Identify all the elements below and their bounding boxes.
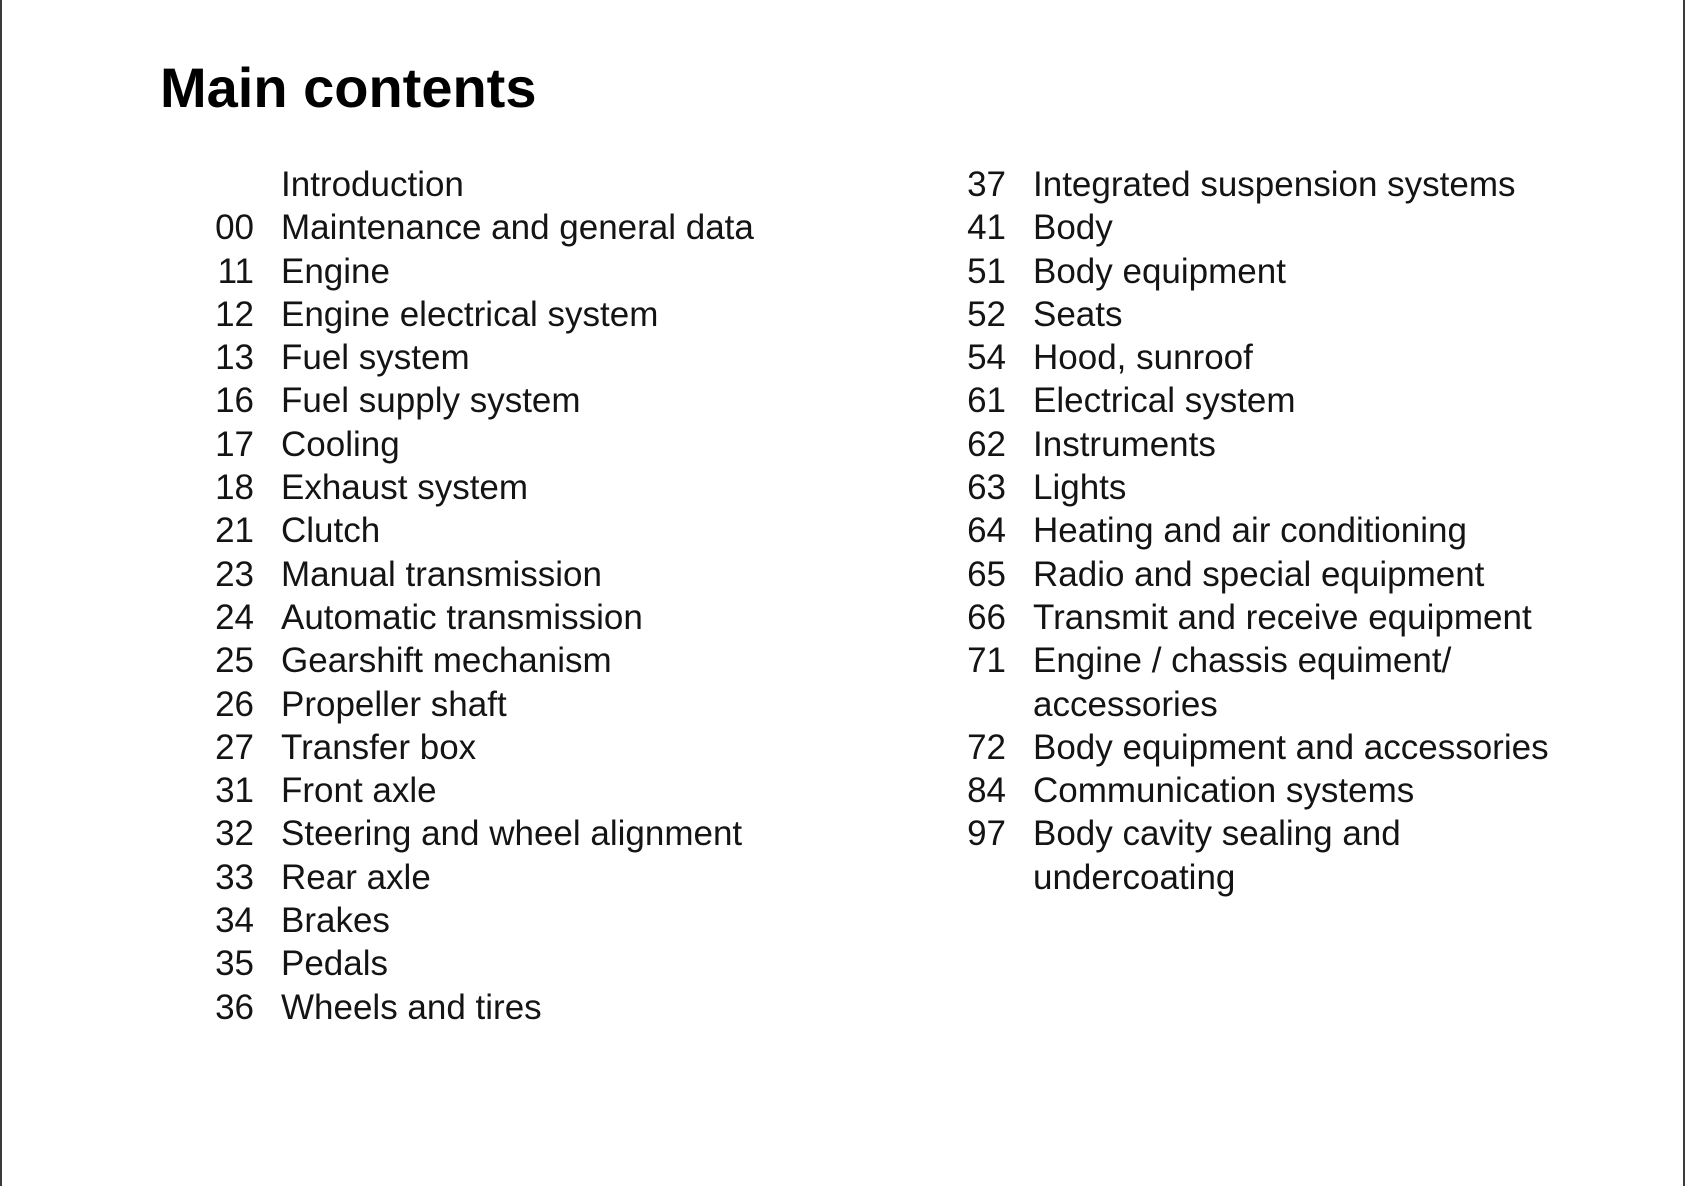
toc-entry-51[interactable]: [954, 250, 1594, 293]
toc-entry-label: Clutch: [281, 511, 381, 551]
toc-entry-27[interactable]: [202, 726, 822, 769]
toc-entry-label: Instruments: [1033, 424, 1216, 464]
toc-entry-36[interactable]: [202, 986, 822, 1029]
toc-entry-label: Exhaust system: [281, 468, 529, 508]
toc-entry-00[interactable]: [202, 206, 822, 249]
toc-entry-number: 71: [967, 641, 1006, 681]
toc-entry-label: Body: [1033, 208, 1113, 248]
toc-entry-number: 72: [967, 727, 1006, 767]
toc-entry-number: 34: [215, 901, 254, 941]
toc-entry-label: Fuel supply system: [281, 381, 581, 421]
toc-entry-54[interactable]: [954, 336, 1594, 379]
toc-entry-number: 37: [967, 165, 1006, 204]
toc-entry-12[interactable]: [202, 293, 822, 336]
toc-entry-32[interactable]: [202, 812, 822, 855]
toc-entry-13[interactable]: [202, 336, 822, 379]
toc-entry-label: Body equipment: [1033, 251, 1286, 291]
toc-entry-label: Brakes: [281, 901, 390, 941]
toc-entry-72[interactable]: [954, 726, 1594, 769]
toc-entry-62[interactable]: [954, 423, 1594, 466]
toc-entry-number: 63: [967, 468, 1006, 508]
toc-entry-number: 84: [967, 771, 1006, 811]
toc-entry-37[interactable]: [954, 163, 1594, 206]
toc-entry-number: 97: [967, 814, 1006, 854]
toc-entry-label: Introduction: [281, 165, 464, 204]
toc-entry-label: Integrated suspension systems: [1033, 165, 1516, 204]
toc-entry-label: Radio and special equipment: [1033, 554, 1485, 594]
toc-entry-18[interactable]: [202, 466, 822, 509]
toc-entry-label: Steering and wheel alignment: [281, 814, 743, 854]
toc-entry-number: 51: [967, 251, 1006, 291]
toc-entry-number: 24: [215, 597, 254, 637]
toc-entry-16[interactable]: [202, 379, 822, 422]
toc-entry-number: 61: [967, 381, 1006, 421]
toc-entry-label: Transfer box: [281, 727, 477, 767]
toc-entry-21[interactable]: [202, 509, 822, 552]
toc-entry-label: Propeller shaft: [281, 684, 507, 724]
toc-entry-number: 52: [967, 294, 1006, 334]
toc-entry-number: 16: [215, 381, 254, 421]
toc-entry-label: Front axle: [281, 771, 437, 811]
toc-entry-label: Transmit and receive equipment: [1033, 597, 1532, 637]
toc-entry-34[interactable]: [202, 899, 822, 942]
toc-entry-number: 27: [215, 727, 254, 767]
toc-entry-number: 54: [967, 338, 1006, 378]
toc-entry-label: Electrical system: [1033, 381, 1296, 421]
toc-entry-label: Hood, sunroof: [1033, 338, 1253, 378]
toc-entry-number: 00: [215, 208, 254, 248]
toc-entry-label: Cooling: [281, 424, 400, 464]
toc-entry-26[interactable]: [202, 683, 822, 726]
toc-entry-11[interactable]: [202, 250, 822, 293]
toc-entry-number: 13: [215, 338, 254, 378]
toc-entry-65[interactable]: [954, 553, 1594, 596]
toc-entry-label: Fuel system: [281, 338, 470, 378]
toc-entry-52[interactable]: [954, 293, 1594, 336]
toc-right-column: [954, 163, 1594, 899]
toc-entry-label: Automatic transmission: [281, 597, 643, 637]
toc-entry-number: 35: [215, 944, 254, 984]
page-title: Main contents: [160, 56, 537, 119]
toc-entry-number: 26: [215, 684, 254, 724]
toc-entry-number: 33: [215, 857, 254, 897]
toc-entry-number: 62: [967, 424, 1006, 464]
toc-entry-63[interactable]: [954, 466, 1594, 509]
toc-entry-number: 65: [967, 554, 1006, 594]
toc-entry-number: 17: [215, 424, 254, 464]
toc-left-column: [202, 163, 822, 1029]
toc-entry-label: Communication systems: [1033, 771, 1415, 811]
toc-entry-label: Gearshift mechanism: [281, 641, 612, 681]
toc-entry-label: Engine: [281, 251, 390, 291]
toc-entry-label: [1033, 639, 1451, 726]
toc-entry-label-line: Body cavity sealing and: [1033, 814, 1401, 854]
toc-entry-33[interactable]: [202, 856, 822, 899]
toc-entry-label: Pedals: [281, 944, 389, 984]
toc-entry-84[interactable]: [954, 769, 1594, 812]
toc-entry-41[interactable]: [954, 206, 1594, 249]
toc-entry-17[interactable]: [202, 423, 822, 466]
toc-entry-number: 31: [215, 771, 254, 811]
toc-entry-25[interactable]: [202, 639, 822, 682]
toc-entry-number: 66: [967, 597, 1006, 637]
toc-entry-label: Engine electrical system: [281, 294, 659, 334]
toc-entry-66[interactable]: [954, 596, 1594, 639]
toc-entry-number: 64: [967, 511, 1006, 551]
toc-entry-label: Wheels and tires: [281, 987, 542, 1027]
toc-entry-label: Lights: [1033, 468, 1127, 508]
toc-entry-71[interactable]: [954, 639, 1594, 726]
toc-entry-number: 23: [215, 554, 254, 594]
toc-entry-64[interactable]: [954, 509, 1594, 552]
toc-entry-97[interactable]: [954, 812, 1594, 899]
toc-entry-61[interactable]: [954, 379, 1594, 422]
toc-entry-23[interactable]: [202, 553, 822, 596]
toc-entry-label-line: undercoating: [1033, 857, 1236, 897]
toc-entry-number: 25: [215, 641, 254, 681]
toc-entry-label: Seats: [1033, 294, 1123, 334]
toc-entry-number: 32: [215, 814, 254, 854]
toc-entry-introduction[interactable]: [202, 163, 822, 206]
toc-entry-label-line: Engine / chassis equiment/: [1033, 641, 1452, 681]
toc-entry-label: Rear axle: [281, 857, 431, 897]
toc-entry-number: 18: [215, 468, 254, 508]
toc-entry-number: 12: [215, 294, 254, 334]
toc-entry-24[interactable]: [202, 596, 822, 639]
toc-entry-label: [1033, 812, 1401, 899]
toc-entry-label-line: accessories: [1033, 684, 1218, 724]
toc-entry-label: Heating and air conditioning: [1033, 511, 1467, 551]
toc-entry-label: Body equipment and accessories: [1033, 727, 1549, 767]
toc-entry-number: 41: [967, 208, 1006, 248]
toc-entry-number: 21: [215, 511, 254, 551]
toc-entry-31[interactable]: [202, 769, 822, 812]
toc-entry-label: Maintenance and general data: [281, 208, 754, 248]
toc-entry-number: 36: [215, 987, 254, 1027]
toc-entry-label: Manual transmission: [281, 554, 602, 594]
toc-entry-number: 11: [217, 251, 254, 291]
toc-entry-35[interactable]: [202, 942, 822, 985]
